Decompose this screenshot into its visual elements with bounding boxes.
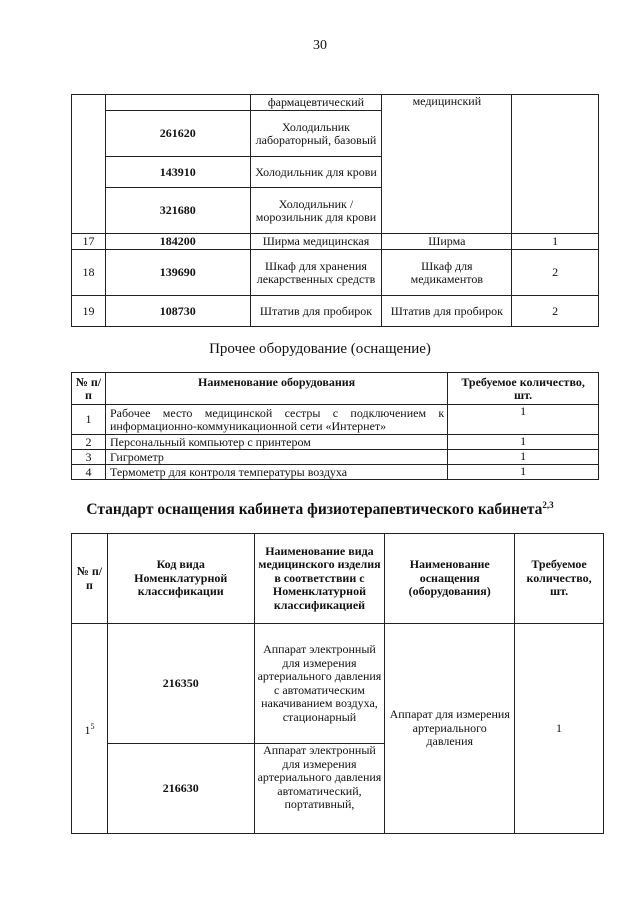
- equipment-name-cell: Рабочее место медицинской сестры с подключением к информационно-коммуникационной сети «Интернет»: [105, 405, 447, 435]
- physio-standard-heading: [0, 500, 640, 519]
- header-device-name: Наименование вида медицинского изделия в соответствии с Номенклатурной классификацией: [254, 534, 385, 624]
- table-row: [72, 624, 604, 744]
- equipment-name-cell: Аппарат для измерения артериального давления: [385, 624, 515, 834]
- table-row: [72, 465, 599, 480]
- equipment-name-cell: Гигрометр: [105, 450, 447, 465]
- header-number: № п/п: [72, 373, 106, 405]
- equipment-name-cell: Персональный компьютер с принтером: [105, 435, 447, 450]
- code-cell: 143910: [105, 157, 250, 188]
- code-cell: 216350: [107, 624, 254, 744]
- quantity-cell: [512, 95, 599, 234]
- table-row: [72, 296, 599, 327]
- table-header-row: [72, 373, 599, 405]
- other-equipment-table: [71, 372, 599, 480]
- header-quantity: Требуемое количество, шт.: [515, 534, 604, 624]
- physio-heading-footnote: 2,3: [542, 500, 554, 510]
- header-equipment-name: Наименование оборудования: [105, 373, 447, 405]
- code-cell: 321680: [105, 188, 250, 234]
- page-number: 30: [313, 38, 327, 53]
- table-row: [72, 450, 599, 465]
- row-number: 2: [72, 435, 106, 450]
- table-row: [72, 95, 599, 111]
- device-name-cell: Шкаф для хранения лекарственных средств: [250, 250, 382, 296]
- code-cell: 261620: [105, 111, 250, 157]
- header-number: № п/п: [72, 534, 108, 624]
- row-number: 17: [72, 234, 106, 250]
- quantity-cell: 2: [512, 250, 599, 296]
- equipment-name-cell: Штатив для пробирок: [382, 296, 512, 327]
- row-number: [72, 95, 106, 234]
- quantity-cell: 1: [448, 465, 599, 480]
- device-name-cell: Ширма медицинская: [250, 234, 382, 250]
- device-name-cell: Холодильник /морозильник для крови: [250, 188, 382, 234]
- physio-equipment-table: [71, 533, 604, 834]
- row-number-footnote: 5: [90, 721, 95, 731]
- equipment-name-cell: Термометр для контроля температуры воздуха: [105, 465, 447, 480]
- table-row: [72, 250, 599, 296]
- table-row: [72, 405, 599, 435]
- other-equipment-heading: Прочее оборудование (оснащение): [209, 341, 431, 357]
- quantity-cell: 1: [448, 405, 599, 435]
- equipment-name-cell: медицинский: [382, 95, 512, 234]
- row-number-value: 1: [84, 722, 91, 737]
- device-name-cell: Аппарат электронный для измерения артериального давления с автоматическим накачиванием воздуха, стационарный: [254, 624, 385, 744]
- device-name-cell: фармацевтический: [250, 95, 382, 111]
- header-quantity: Требуемое количество, шт.: [448, 373, 599, 405]
- device-name-cell: Штатив для пробирок: [250, 296, 382, 327]
- row-number: [72, 624, 108, 834]
- table-row: [72, 435, 599, 450]
- header-code: Код вида Номенклатурной классификации: [107, 534, 254, 624]
- physio-heading-text: Стандарт оснащения кабинета физиотерапевтического кабинета: [86, 501, 543, 519]
- quantity-cell: 1: [515, 624, 604, 834]
- code-cell: 108730: [105, 296, 250, 327]
- code-cell: [105, 95, 250, 111]
- quantity-cell: 1: [512, 234, 599, 250]
- row-number: 4: [72, 465, 106, 480]
- equipment-name-cell: Шкаф для медикаментов: [382, 250, 512, 296]
- table-header-row: [72, 534, 604, 624]
- equipment-table-continued: [71, 94, 599, 327]
- code-cell: 139690: [105, 250, 250, 296]
- code-cell: 184200: [105, 234, 250, 250]
- row-number: 19: [72, 296, 106, 327]
- header-equipment-name: Наименование оснащения (оборудования): [385, 534, 515, 624]
- device-name-cell: Холодильник лабораторный, базовый: [250, 111, 382, 157]
- device-name-cell: Холодильник для крови: [250, 157, 382, 188]
- device-name-cell: Аппарат электронный для измерения артериального давления автоматический, портативный,: [254, 744, 385, 834]
- quantity-cell: 2: [512, 296, 599, 327]
- equipment-name-cell: Ширма: [382, 234, 512, 250]
- quantity-cell: 1: [448, 450, 599, 465]
- row-number: 1: [72, 405, 106, 435]
- code-cell: 216630: [107, 744, 254, 834]
- row-number: 18: [72, 250, 106, 296]
- table-row: [72, 234, 599, 250]
- quantity-cell: 1: [448, 435, 599, 450]
- row-number: 3: [72, 450, 106, 465]
